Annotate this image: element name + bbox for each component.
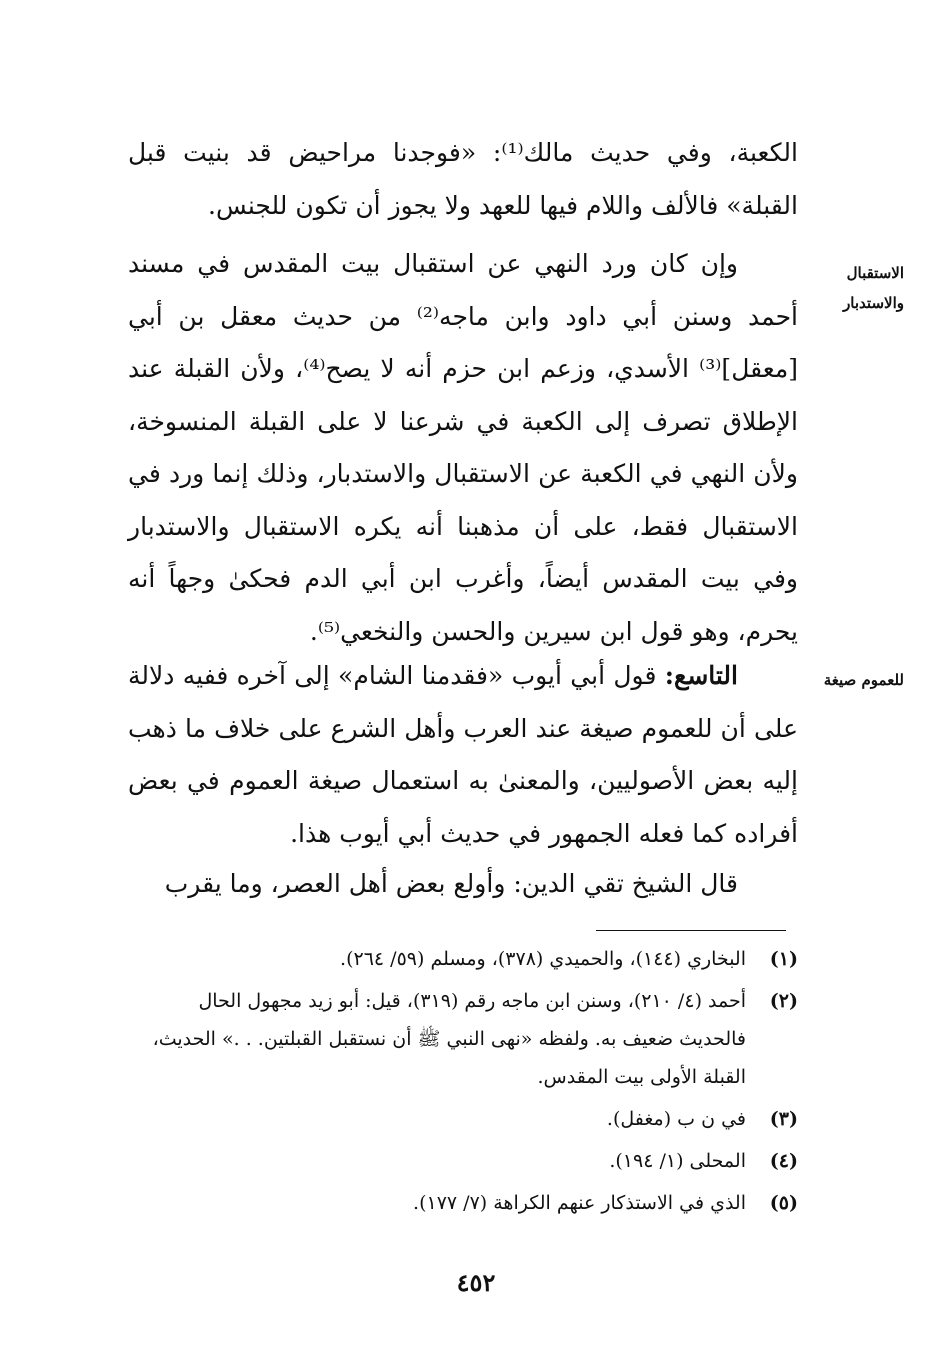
paragraph-1: الكعبة، وفي حديث مالك⁽¹⁾: «فوجدنا مراحيض قد بنيت قبل القبلة» فالألف واللام فيها للعهد ولا يجوز أن تكون للجنس. xyxy=(128,138,798,220)
margin-note-istiqbal: الاستقبال والاستدبار xyxy=(843,264,904,312)
footnote-1 xyxy=(128,940,798,978)
footnote-number: (٢) xyxy=(769,990,798,1012)
footnotes xyxy=(128,940,798,1226)
paragraph-3-lead: التاسع: xyxy=(664,661,738,690)
footnote-number: (١) xyxy=(769,948,798,970)
footnote-number: (٥) xyxy=(769,1192,798,1214)
footnote-number: (٤) xyxy=(769,1150,798,1172)
footnote-text: البخاري (١٤٤)، والحميدي (٣٧٨)، ومسلم (٥٩/ ٢٦٤). xyxy=(340,948,746,970)
paragraph-3 xyxy=(128,650,798,860)
paragraph-2-block xyxy=(128,238,798,658)
footnote-3 xyxy=(128,1100,798,1138)
paragraph-1-block xyxy=(128,127,798,232)
footnote-text: الذي في الاستذكار عنهم الكراهة (٧/ ١٧٧). xyxy=(413,1192,746,1214)
margin-note-umum: للعموم صيغة xyxy=(823,671,904,689)
footnote-text: في ن ب (مغفل). xyxy=(606,1108,746,1130)
footnote-divider xyxy=(596,930,786,931)
footnote-text: المحلى (١/ ١٩٤). xyxy=(609,1150,746,1172)
paragraph-4-block xyxy=(128,858,798,911)
paragraph-4: قال الشيخ تقي الدين: وأولع بعض أهل العصر، وما يقرب xyxy=(164,869,738,898)
footnote-number: (٣) xyxy=(769,1108,798,1130)
paragraph-3-body: قول أبي أيوب «فقدمنا الشام» إلى آخره ففيه دلالة على أن للعموم صيغة عند العرب وأهل الشرع على خلاف ما ذهب إليه بعض الأصوليين، والمعنىٰ به استعمال صيغة العموم في بعض أفراده كما فعله الجمهور في حديث أبي أيوب هذا. xyxy=(128,661,798,848)
footnote-2 xyxy=(128,982,798,1096)
footnote-4 xyxy=(128,1142,798,1180)
footnote-text: أحمد (٤/ ٢١٠)، وسنن ابن ماجه رقم (٣١٩)، قيل: أبو زيد مجهول الحال فالحديث ضعيف به. ولفظه «نهى النبي ﷺ أن نستقبل القبلتين. . .» الحديث، القبلة الأولى بيت المقدس. xyxy=(152,990,746,1088)
footnote-5 xyxy=(128,1184,798,1222)
paragraph-3-block xyxy=(128,650,798,860)
paragraph-2: وإن كان ورد النهي عن استقبال بيت المقدس في مسند أحمد وسنن أبي داود وابن ماجه⁽²⁾ من حديث معقل بن أبي [معقل]⁽³⁾ الأسدي، وزعم ابن حزم أنه لا يصح⁽⁴⁾، ولأن القبلة عند الإطلاق تصرف إلى الكعبة في شرعنا لا على القبلة المنسوخة، ولأن النهي في الكعبة عن الاستقبال والاستدبار، وذلك إنما ورد في الاستقبال فقط، على أن مذهبنا أنه يكره الاستقبال والاستدبار وفي بيت المقدس أيضاً، وأغرب ابن أبي الدم فحكىٰ وجهاً أنه يحرم، وهو قول ابن سيرين والحسن والنخعي⁽⁵⁾. xyxy=(128,249,799,646)
page-number: ٤٥٢ xyxy=(456,1268,496,1297)
